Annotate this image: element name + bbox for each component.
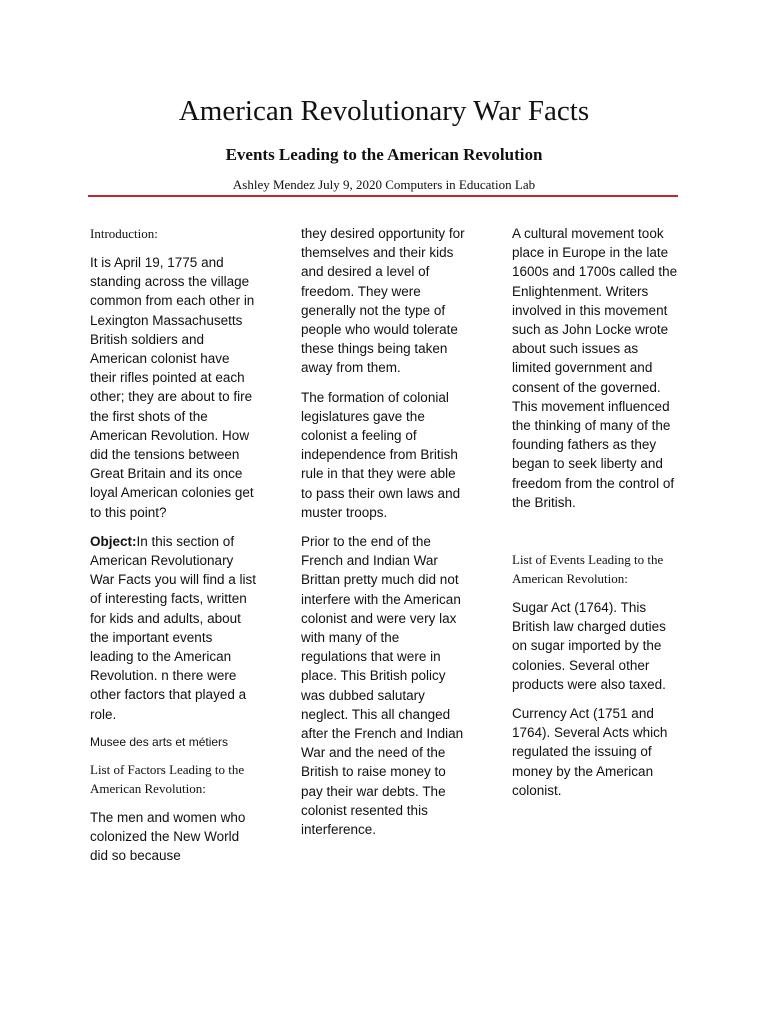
object-label: Object: xyxy=(90,533,137,549)
events-heading: List of Events Leading to the American Revolution: xyxy=(512,552,664,587)
event-currency-act: Currency Act (1751 and 1764). Several Acts which regulated the issuing of money by the American colonist. xyxy=(512,706,668,798)
factors-heading: List of Factors Leading to the American Revolution: xyxy=(90,761,245,796)
column-1 xyxy=(90,224,258,875)
column2-paragraph-1: they desired opportunity for themselves and their kids and desired a level of freedom. They were generally not the type of people who would tolerate these things being taken away from them. xyxy=(301,226,465,376)
column-2 xyxy=(301,224,469,849)
page-subtitle: Events Leading to the American Revolution xyxy=(225,145,543,164)
image-caption: Musee des arts et métiers xyxy=(90,734,229,749)
object-paragraph xyxy=(90,532,258,724)
column2-paragraph-3: Prior to the end of the French and Indian War Brittan pretty much did not interfere with the American colonist and were very lax with many of the regulations that were in place. This British policy was dubbed salutary neglect. This all changed after the French and Indian War and the need of the British to raise money to pay their war debts. The colonist resented this interference. xyxy=(301,534,464,838)
object-text: In this section of American Revolutionary War Facts you will find a list of interesting facts, written for kids and adults, about the important events leading to the American Revolution. n there were other factors that played a role. xyxy=(90,533,257,722)
factors-paragraph: The men and women who colonized the New World did so because xyxy=(90,809,246,864)
column2-paragraph-2: The formation of colonial legislatures gave the colonist a feeling of independence from British rule in that they were able to pass their own laws and muster troops. xyxy=(301,389,461,520)
page-title: American Revolutionary War Facts xyxy=(178,95,590,127)
column3-paragraph-1: A cultural movement took place in Europe in the late 1600s and 1700s called the Enlightenment. Writers involved in this movement such as John Locke wrote about such issues as limited government and consent of the governed. This movement influenced the thinking of many of the founding fathers as they began to seek liberty and freedom from the control of the British. xyxy=(512,226,678,510)
introduction-heading: Introduction: xyxy=(90,226,158,241)
column-3 xyxy=(512,224,680,810)
introduction-paragraph: It is April 19, 1775 and standing across the village common from each other in Lexington Massachusetts British soldiers and American colonist have their rifles pointed at each other; they are about to fire the first shots of the American Revolution. How did the tensions between Great Britain and its once loyal American colonies get to this point? xyxy=(90,255,255,520)
header-divider xyxy=(88,195,678,197)
byline: Ashley Mendez July 9, 2020 Computers in Education Lab xyxy=(232,177,536,192)
event-sugar-act: Sugar Act (1764). This British law charged duties on sugar imported by the colonies. Several other products were also taxed. xyxy=(512,600,666,692)
